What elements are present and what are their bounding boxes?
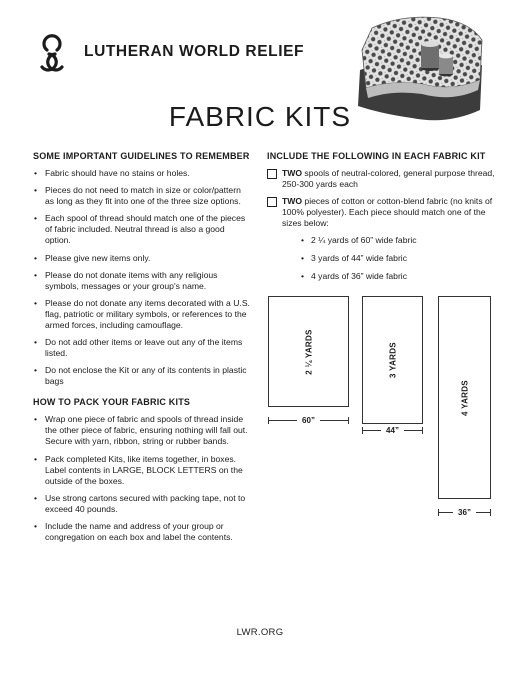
include-qty: TWO	[282, 168, 303, 178]
fabric-piece-60	[268, 296, 349, 407]
width-dimension-60	[268, 415, 349, 425]
right-column	[267, 151, 497, 289]
piece-width-label: 44”	[386, 425, 399, 435]
packing-heading: HOW TO PACK YOUR FABRIC KITS	[33, 397, 191, 408]
fabric-piece-44	[362, 296, 423, 424]
guidelines-list	[33, 168, 251, 387]
width-dimension-44	[362, 425, 423, 435]
size-option: • 4 yards of 36” wide fabric	[301, 271, 497, 282]
width-dimension-36	[438, 507, 491, 517]
include-item-fabric	[267, 196, 497, 229]
guideline-item: • Pieces do not need to match in size or color/pattern as long as they fit into one of the three size options.	[33, 185, 251, 207]
include-qty: TWO	[282, 196, 303, 206]
guideline-item: • Please give new items only.	[33, 253, 251, 264]
include-text: spools of neutral-colored, general purpose thread, 250-300 yards each	[282, 168, 495, 189]
include-heading: INCLUDE THE FOLLOWING IN EACH FABRIC KIT	[267, 151, 486, 161]
packing-item: • Wrap one piece of fabric and spools of thread inside the other piece of fabric, ensuring nothing will fall out. Secure with yarn, ribbon, string or rubber bands.	[33, 414, 251, 447]
page-title: FABRIC KITS	[168, 101, 352, 132]
piece-length-label: 3 YARDS	[388, 342, 397, 378]
piece-length-label: 2 ¼ YARDS	[304, 328, 313, 375]
guideline-item: • Fabric should have no stains or holes.	[33, 168, 251, 179]
size-option: • 2 ¼ yards of 60” wide fabric	[301, 235, 497, 246]
packing-list	[33, 414, 251, 543]
checkbox[interactable]	[267, 197, 277, 207]
footer-url[interactable]: LWR.ORG	[236, 627, 284, 638]
lwr-trefoil-icon	[30, 32, 74, 74]
size-options-list	[267, 235, 497, 282]
org-name: LUTHERAN WORLD RELIEF	[84, 43, 305, 60]
checkbox[interactable]	[267, 169, 277, 179]
guideline-item: • Do not enclose the Kit or any of its contents in plastic bags	[33, 365, 251, 387]
piece-length-label: 4 YARDS	[460, 379, 469, 416]
piece-width-label: 60”	[302, 415, 315, 425]
size-option: • 3 yards of 44” wide fabric	[301, 253, 497, 264]
guidelines-heading: SOME IMPORTANT GUIDELINES TO REMEMBER	[33, 151, 250, 161]
include-text: pieces of cotton or cotton-blend fabric (no knits of 100% polyester). Each piece should match one of the sizes below:	[282, 196, 493, 228]
packing-item: • Include the name and address of your group or congregation on each box and label the contents.	[33, 521, 251, 543]
guideline-item: • Please do not donate items with any religious symbols, messages or your group's name.	[33, 270, 251, 292]
left-column	[33, 151, 251, 549]
guideline-item: • Please do not donate any items decorated with a U.S. flag, patriotic or military symbols, or references to the armed forces, including camouflage.	[33, 298, 251, 331]
guideline-item: • Each spool of thread should match one of the pieces of fabric included. Neutral thread is also a good option.	[33, 213, 251, 246]
guideline-item: • Do not add other items or leave out any of the items listed.	[33, 337, 251, 359]
packing-item: • Use strong cartons secured with packing tape, not to exceed 40 pounds.	[33, 493, 251, 515]
packing-item: • Pack completed Kits, like items together, in boxes. Label contents in LARGE, BLOCK LETTERS on the outside of the boxes.	[33, 454, 251, 487]
include-item-thread	[267, 168, 497, 190]
piece-width-label: 36”	[458, 507, 471, 517]
fabric-piece-36	[438, 296, 491, 499]
